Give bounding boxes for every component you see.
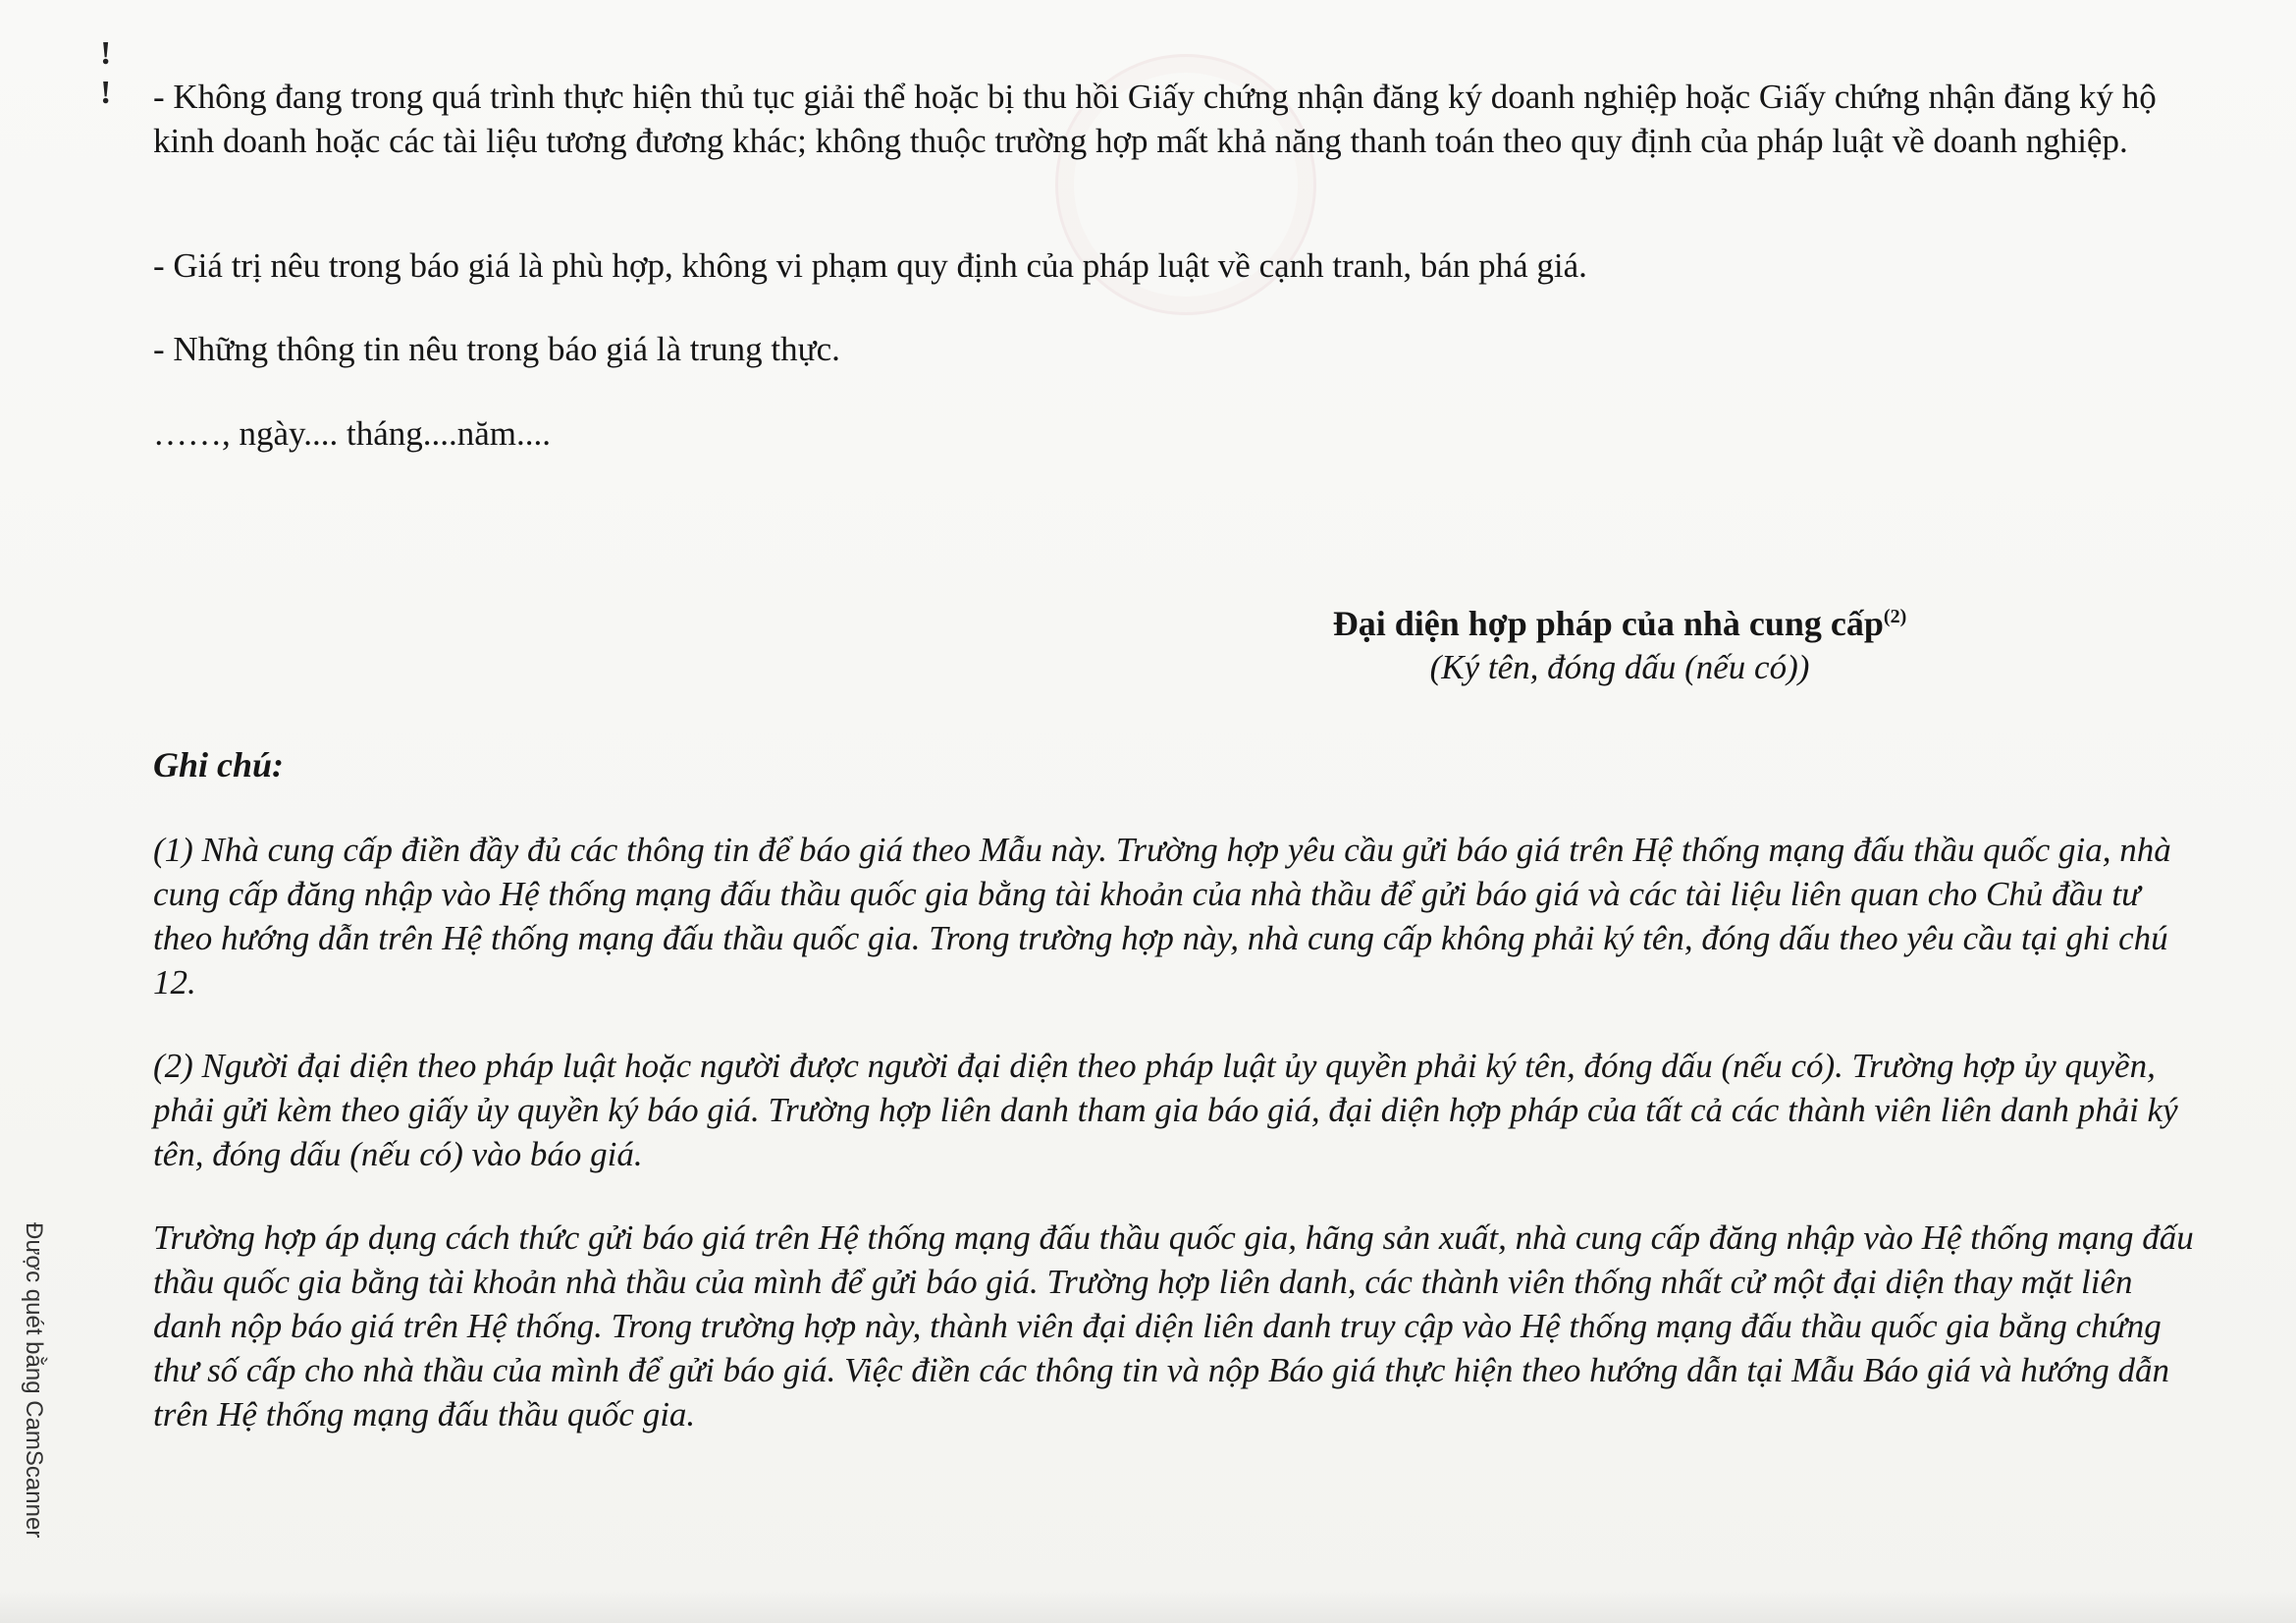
margin-mark-top: ! bbox=[100, 35, 112, 72]
scanner-watermark: Được quét bằng CamScanner bbox=[21, 1222, 47, 1539]
signature-title bbox=[1178, 594, 2061, 646]
bottom-scan-shadow bbox=[0, 1591, 2296, 1623]
notes-heading: Ghi chú: bbox=[153, 745, 285, 784]
condition-paragraph-3: - Những thông tin nêu trong báo giá là trung thực. bbox=[153, 330, 840, 368]
note-item-3: Trường hợp áp dụng cách thức gửi báo giá trên Hệ thống mạng đấu thầu quốc gia, hãng sản xuất, nhà cung cấp đăng nhập vào Hệ thống mạng đấu thầu quốc gia bằng tài khoản nhà thầu của mình để gửi báo giá. Trường hợp liên danh, các thành viên thống nhất cử một đại diện thay mặt liên danh nộp báo giá trên Hệ thống. Trong trường hợp này, thành viên đại diện liên danh truy cập vào Hệ thống mạng đấu thầu quốc gia bằng chứng thư số cấp cho nhà thầu của mình để gửi báo giá. Việc điền các thông tin và nộp Báo giá thực hiện theo hướng dẫn tại Mẫu Báo giá và hướng dẫn trên Hệ thống mạng đấu thầu quốc gia. bbox=[153, 1218, 2194, 1434]
note-item-1: (1) Nhà cung cấp điền đầy đủ các thông tin để báo giá theo Mẫu này. Trường hợp yêu cầu gửi báo giá trên Hệ thống mạng đấu thầu quốc gia, nhà cung cấp đăng nhập vào Hệ thống mạng đấu thầu quốc gia bằng tài khoản của nhà thầu để gửi báo giá và các tài liệu liên quan cho Chủ đầu tư theo hướng dẫn trên Hệ thống mạng đấu thầu quốc gia. Trong trường hợp này, nhà cung cấp không phải ký tên, đóng dấu theo yêu cầu tại ghi chú 12. bbox=[153, 831, 2171, 1001]
date-line: ……, ngày.... tháng....năm.... bbox=[153, 414, 552, 453]
note-item-2: (2) Người đại diện theo pháp luật hoặc người được người đại diện theo pháp luật ủy quyền phải ký tên, đóng dấu (nếu có). Trường hợp ủy quyền, phải gửi kèm theo giấy ủy quyền ký báo giá. Trường hợp liên danh tham gia báo giá, đại diện hợp pháp của tất cả các thành viên liên danh phải ký tên, đóng dấu (nếu có) vào báo giá. bbox=[153, 1047, 2178, 1173]
signature-block bbox=[1178, 594, 2061, 689]
condition-paragraph-1: - Không đang trong quá trình thực hiện thủ tục giải thể hoặc bị thu hồi Giấy chứng nhận đăng ký doanh nghiệp hoặc Giấy chứng nhận đăng ký hộ kinh doanh hoặc các tài liệu tương đương khác; không thuộc trường hợp mất khả năng thanh toán theo quy định của pháp luật về doanh nghiệp. bbox=[153, 78, 2157, 160]
margin-mark-bottom: ! bbox=[100, 75, 112, 111]
condition-paragraph-2: - Giá trị nêu trong báo giá là phù hợp, không vi phạm quy định của pháp luật về cạnh tranh, bán phá giá. bbox=[153, 246, 1587, 285]
signature-footnote-mark: (2) bbox=[1883, 606, 1907, 627]
signature-subtitle: (Ký tên, đóng dấu (nếu có)) bbox=[1429, 648, 1810, 686]
signature-title-text: Đại diện hợp pháp của nhà cung cấp bbox=[1332, 604, 1884, 643]
